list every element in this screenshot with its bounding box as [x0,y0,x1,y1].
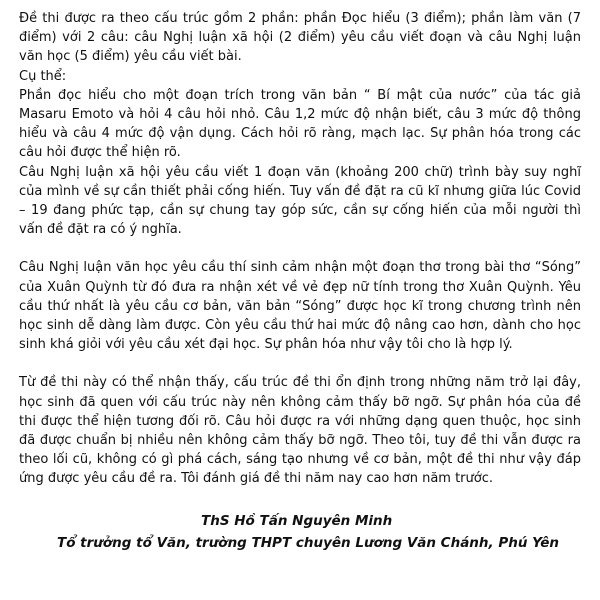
author-role: Tổ trưởng tổ Văn, trường THPT chuyên Lương Văn Chánh, Phú Yên [57,534,559,551]
paragraph-social-essay: Câu Nghị luận xã hội yêu cầu viết 1 đoạn văn (khoảng 200 chữ) trình bày suy nghĩ của mình về sự cần thiết phải cống hiến. Tuy vấn đề đặt ra cũ kĩ nhưng giữa lúc Covid – 19 đang phức tạp, cần sự chung tay góp sức, cần sự cống hiến của mỗi người thì vấn đề đặt ra có ý nghĩa. [19,164,581,238]
paragraph-assessment: Từ đề thi này có thể nhận thấy, cấu trúc đề thi ổn định trong những năm trở lại đây, học sinh đã quen với cấu trúc này nên không cảm thấy bỡ ngỡ. Sự phân hóa của đề thi được thể hiện tương đối rõ. Câu hỏi được ra với những dạng quen thuộc, học sinh đã được chuẩn bị nhiều nên không cảm thấy bỡ ngỡ. Theo tôi, tuy đề thi vẫn được ra theo lối cũ, không có gì phá cách, sáng tạo nhưng về cơ bản, một đề thi như vậy đáp ứng được yêu cầu đề ra. Tôi đánh giá đề thi năm nay cao hơn năm trước. [19,375,581,487]
paragraph-gap [19,239,581,258]
paragraph-gap [19,354,581,373]
paragraph-literary-essay: Câu Nghị luận văn học yêu cầu thí sinh cảm nhận một đoạn thơ trong bài thơ “Sóng” của Xuân Quỳnh từ đó đưa ra nhận xét về vẻ đẹp nữ tính trong thơ Xuân Quỳnh. Yêu cầu thứ nhất là yêu cầu cơ bản, văn bản “Sóng” được học kĩ trong chương trình nên học sinh dễ dàng làm được. Còn yêu cầu thứ hai mức độ nâng cao hơn, dành cho học sinh khá giỏi với yêu cầu xét đại học. Sự phân hóa như vậy tôi cho là hợp lý. [19,260,581,353]
signature-block [19,510,581,554]
article-body [19,9,581,489]
paragraph-details-heading: Cụ thể: [19,68,67,84]
paragraph-reading-section: Phần đọc hiểu cho một đoạn trích trong văn bản “ Bí mật của nước” của tác giả Masaru Emoto và hỏi 4 câu hỏi nhỏ. Câu 1,2 mức độ nhận biết, câu 3 mức độ thông hiểu và câu 4 mức độ vận dụng. Cách hỏi rõ ràng, mạch lạc. Sự phân hóa trong các câu hỏi được thể hiện rõ. [19,87,581,161]
author-name: ThS Hồ Tấn Nguyên Minh [201,512,393,529]
paragraph-exam-structure: Đề thi được ra theo cấu trúc gồm 2 phần: phần Đọc hiểu (3 điểm); phần làm văn (7 điểm) với 2 câu: câu Nghị luận xã hội (2 điểm) yêu cầu viết đoạn và câu Nghị luận văn học (5 điểm) yêu cầu viết bài. [19,11,581,65]
